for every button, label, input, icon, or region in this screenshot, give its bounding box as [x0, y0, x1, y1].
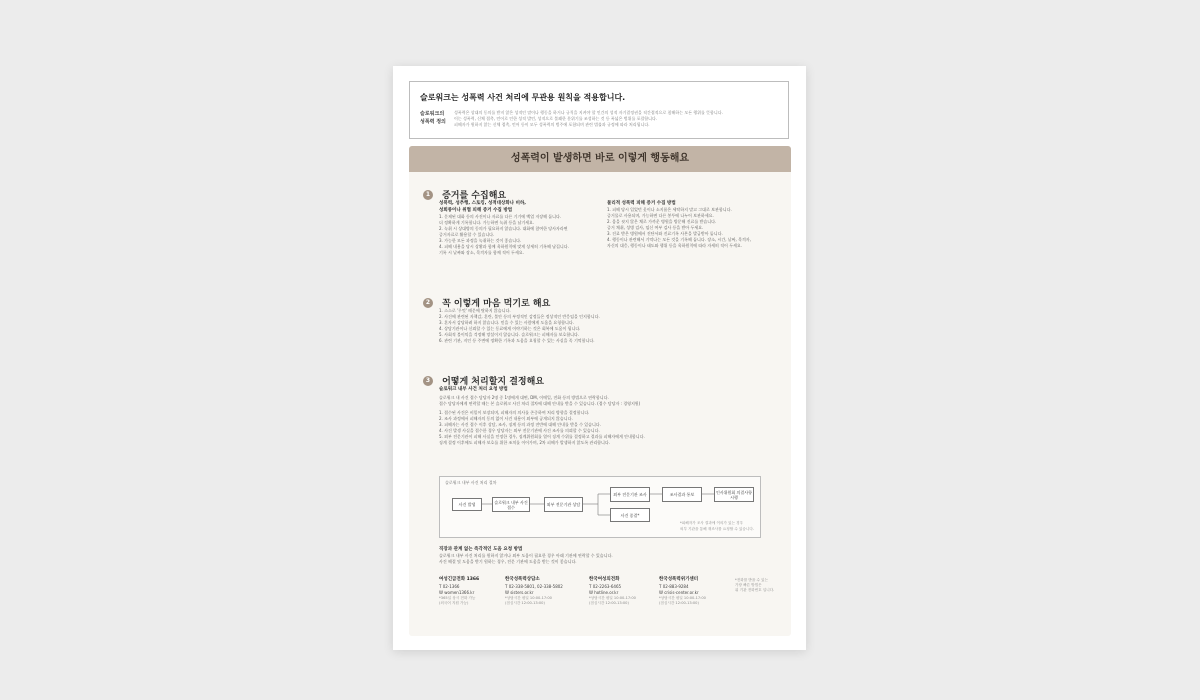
evidence-right-column: [607, 200, 783, 249]
process-flowchart: [439, 476, 761, 538]
policy-line: 이는 성폭력, 신체 접촉, 언어로 인한 성적 발언, 성적으로 불쾌한 분위기를 조성하는 것 등 폭넓은 범위를 포괄합니다.: [454, 116, 658, 121]
intro-line: 접수 담당자에게 연락할 때는 본 슬로워크 사건 처리 절차에 대해 안내를 받을 수 있습니다. (접수 담당자 : 경영지원): [439, 401, 641, 406]
contact-name: 한국성폭력위기센터: [659, 577, 699, 582]
list-item: 3. 가능한 모든 과정을 녹취하는 것이 좋습니다.: [439, 238, 522, 243]
contact-card: [659, 576, 739, 606]
policy-label: 슬로워크의 성폭력 정의: [420, 111, 446, 125]
contact-note: (점심시간 12:00-13:00): [589, 601, 629, 605]
section-number: 1: [423, 190, 433, 200]
contact-web: W hotline.or.kr: [589, 590, 619, 595]
policy-line: 피해자가 원하지 않는 신체 접촉, 언어 등이 모두 성폭력의 범주에 포함되며 관련 법률과 규정에 따라 처리됩니다.: [454, 122, 650, 127]
list-item: 증거물로 사용되며, 가능하면 다른 봉투에 나누어 보관하세요.: [607, 213, 714, 218]
contact-note: (외국어 지원 가능): [439, 601, 469, 605]
intro-line: 슬로워크 내 사건 접수 담당자 2명 중 1명에게 대면, DM, 이메일, 전화 등의 방법으로 연락합니다.: [439, 395, 609, 400]
side-note-line: 가장 빠른 방법은: [735, 583, 762, 587]
document-page: [393, 66, 806, 650]
list-item: 2. 몸을 씻지 않은 채로 가까운 병원을 방문해 진료를 받습니다.: [607, 219, 717, 224]
decision-content: [439, 386, 779, 446]
policy-title: 슬로워크는 성폭력 사건 처리에 무관용 원칙을 적용합니다.: [420, 93, 626, 102]
action-panel: [409, 146, 791, 636]
list-item: 자신의 대응, 행동이나 태도와 행위 등을 육하원칙에 따라 자세히 적어 두세요.: [607, 243, 743, 248]
list-item: 3. 피해자는 사건 접수 이후 상담, 조사, 징계 등의 과정 전반에 대해 안내를 받을 수 있습니다.: [439, 422, 601, 427]
flow-node-counsel: 외부 전문기관 상담: [544, 497, 583, 512]
contact-phone: T 02-2263-6465: [589, 584, 622, 589]
list-item: 4. 피해 내용을 당시 상황과 함께 육하원칙에 맞게 상세히 기록해 남깁니다.: [439, 244, 569, 249]
flowchart-note: *피해자가 조사 결과에 이의가 있는 경우: [680, 521, 744, 525]
flowchart-title: 슬로워크 내부 사건 처리 절차: [445, 480, 497, 485]
contact-name: 여성긴급전화 1366: [439, 577, 480, 582]
contact-note: *상담시간 평일 10:00-17:00: [659, 596, 706, 600]
contact-web: W women1366.kr: [439, 590, 475, 595]
policy-box: [409, 81, 789, 139]
policy-text: [454, 110, 784, 128]
list-item: 1. 스스로 '무엇' 때문에 탓하지 않습니다.: [439, 308, 511, 313]
flow-node-intake: 슬로워크 내부 사건 접수: [492, 497, 530, 512]
list-item: 4. 상담기관이나 신뢰할 수 있는 동료에게 이야기하는 것은 회복에 도움이 됩니다.: [439, 326, 581, 331]
section-title: 꼭 이렇게 마음 먹기로 해요: [442, 299, 551, 309]
section-title: 증거를 수집해요: [442, 191, 507, 201]
list-item: 증거 채취, 성병 검사, 임신 여부 검사 등을 받아 두세요.: [607, 225, 704, 230]
list-item: 기록 시 날짜와 장소, 목격자를 함께 적어 두세요.: [439, 250, 524, 255]
list-item: 4. 사건 발생 사실을 접수한 경우 담당자는 외부 전문기관에 사건 조사를 의뢰할 수 있습니다.: [439, 428, 600, 433]
flow-node-investigation: 외부 전문기관 조사: [610, 487, 650, 502]
list-item: 3. 진료 받은 병원에서 진단서와 진료기록 사본을 발급받아 둡니다.: [607, 231, 723, 236]
flow-node-closure: 사건 종결*: [610, 508, 650, 522]
flowchart-note: 외부 기관을 통해 재조사를 요청할 수 있습니다.: [680, 527, 754, 531]
contact-web: W sisters.or.kr: [505, 590, 534, 595]
contact-name: 한국성폭력상담소: [505, 577, 540, 582]
side-note: [735, 578, 785, 593]
contact-name: 한국여성의전화: [589, 577, 620, 582]
external-line: 사건 해결 및 도움을 받기 원하는 경우, 전문 기관에 도움을 받는 것이 좋습니다.: [439, 559, 577, 564]
contact-phone: T 02-1366: [439, 584, 460, 589]
flow-node-committee: 인사위원회 의결사항 시행: [714, 487, 754, 502]
flow-node-result: 조사결과 통보: [662, 487, 702, 502]
section-number: 2: [423, 298, 433, 308]
contact-web: W crisis-center.or.kr: [659, 590, 699, 595]
side-note-line: 위 기관 전화번호 입니다.: [735, 588, 775, 592]
list-item: 1. 접수된 사건은 비밀이 보장되며, 피해자의 의사를 존중하여 처리 방향을 결정합니다.: [439, 410, 590, 415]
policy-line: 성폭력은 상대의 동의를 받지 않은 성적인 말이나 행동을 하거나 규칙을 지켜야 할 인간의 성적 자기결정권을 직간접적으로 침해하는 모든 행위를 뜻합니다.: [454, 110, 723, 115]
contact-note: *상담시간 평일 10:00-17:00: [589, 596, 636, 600]
mindset-list: [439, 308, 779, 344]
section-title: 어떻게 처리할지 결정해요: [442, 377, 544, 387]
subheading: 성희롱이나 위협 피해 증거 수집 방법: [439, 208, 513, 213]
list-item: 1. 피해 당시 입었던 옷이나 소지품은 세탁하지 말고 그대로 보관합니다.: [607, 207, 732, 212]
flow-node-incident: 사건 발생: [452, 498, 482, 511]
list-item: 1. 문제된 대화 등의 사진이나 자료를 다른 기기에 백업 저장해 둡니다.: [439, 214, 562, 219]
list-item: 2. 조사 과정에서 피해자의 동의 없이 사건 내용이 외부에 공개되지 않습니다.: [439, 416, 573, 421]
contact-note: *365일 상시 전화 가능: [439, 596, 476, 600]
contact-card: [505, 576, 585, 606]
contact-card: [589, 576, 669, 606]
evidence-left-column: [439, 200, 609, 256]
list-item: 증거자료로 활용할 수 있습니다.: [439, 232, 495, 237]
contact-note: (점심시간 12:00-13:00): [505, 601, 545, 605]
list-item: 더 정확하게 기록합니다. 가능하면 녹취 등을 남기세요.: [439, 220, 535, 225]
side-note-line: *전화를 받을 수 있는: [735, 578, 768, 582]
panel-banner: 성폭력이 발생하면 바로 이렇게 행동해요: [409, 146, 791, 172]
subheading: 직장과 관계 없는 즉각적인 도움 요청 방법: [439, 547, 523, 552]
list-item: 6. 관련 기관, 지인 등 주변에 정확한 기록과 도움을 요청할 수 있는 사실을 꼭 기억합니다.: [439, 338, 595, 343]
external-line: 슬로워크 내부 사건 처리를 원하지 않거나 외부 도움이 필요한 경우 아래 기관에 연락할 수 있습니다.: [439, 553, 613, 558]
subheading: 성폭력, 성추행, 스토킹, 성적대상화나 비하,: [439, 201, 527, 206]
list-item: 징계 결정 이후에도 피해자 보호를 위한 조치를 이어가며, 2차 피해가 발생하지 않도록 관리합니다.: [439, 440, 611, 445]
contact-phone: T 02-338-5801, 02-338-5802: [505, 584, 563, 589]
list-item: 2. 녹취 시 상대방의 동의가 필요하지 않습니다. 대화에 참여한 당사자라면: [439, 226, 568, 231]
subheading: 슬로워크 내부 사건 처리 요청 방법: [439, 387, 508, 392]
contact-phone: T 02-883-9284: [659, 584, 689, 589]
list-item: 2. 사건에 관련된 자책감, 혼란, 불안 등의 부정적인 감정들은 정상적인 반응임을 인지합니다.: [439, 314, 600, 319]
list-item: 5. 외부 전문기관이 피해 사실을 인정한 경우, 징계위원회를 열어 징계 수위를 결정하고 결과를 피해자에게 안내합니다.: [439, 434, 645, 439]
contact-note: (점심시간 12:00-13:00): [659, 601, 699, 605]
external-help: [439, 546, 779, 565]
list-item: 4. 행동이나 관련해서 기억나는 모든 것을 기록해 둡니다. 장소, 시간, 날짜, 목격자,: [607, 237, 751, 242]
section-number: 3: [423, 376, 433, 386]
subheading: 물리적 성폭력 피해 증거 수집 방법: [607, 201, 676, 206]
list-item: 3. 혼자서 감당하려 하지 않습니다. 믿을 수 있는 사람에게 도움을 요청합니다.: [439, 320, 574, 325]
contact-note: *상담시간 평일 10:00-17:00: [505, 596, 552, 600]
list-item: 5. 사회적 불이익을 걱정해 망설이지 않습니다. 슬로워크는 피해자를 보호합니다.: [439, 332, 580, 337]
